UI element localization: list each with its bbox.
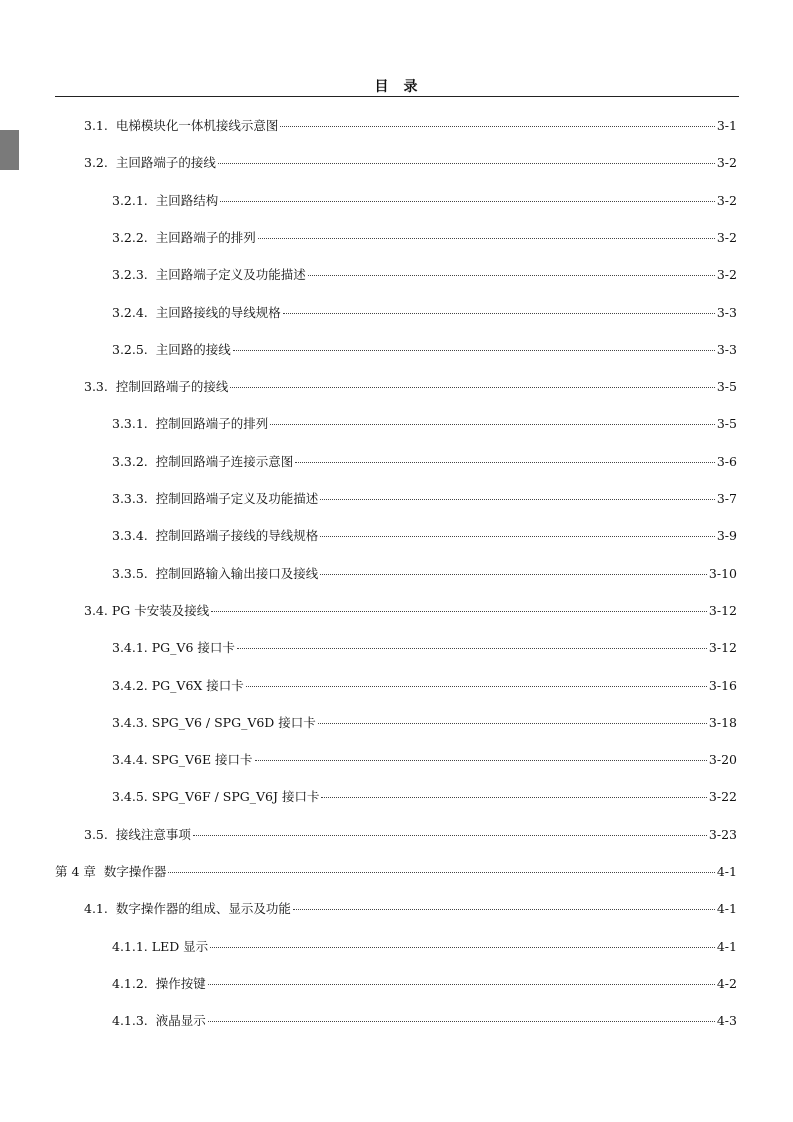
toc-entry-label	[112, 1013, 206, 1029]
toc-entry-label	[112, 267, 306, 283]
toc-entry-number: 3.2.3.	[112, 267, 148, 282]
toc-dot-leader	[280, 125, 715, 127]
toc-entry-label	[112, 789, 319, 805]
toc-entry-title: 数字操作器的组成、显示及功能	[115, 901, 291, 916]
toc-dot-leader	[230, 386, 715, 388]
toc-entry-title: 控制回路输入输出接口及接线	[155, 566, 319, 581]
toc-entry[interactable]	[112, 230, 737, 246]
toc-dot-leader	[320, 535, 715, 537]
toc-entry-number: 3.3.	[84, 379, 108, 394]
toc-page-number: 3-16	[708, 678, 737, 693]
toc-entry-label	[112, 939, 208, 955]
toc-entry-title: PG 卡安装及接线	[111, 603, 210, 618]
toc-entry-number: 4.1.1.	[112, 939, 148, 954]
toc-entry-label	[112, 528, 318, 544]
toc-entry-title: 主回路的接线	[155, 342, 231, 357]
toc-entry-title: SPG_V6F / SPG_V6J 接口卡	[151, 789, 320, 804]
toc-dot-leader	[308, 274, 715, 276]
toc-entry[interactable]	[84, 827, 737, 843]
toc-entry-label	[84, 379, 228, 395]
toc-entry-label	[112, 193, 218, 209]
toc-dot-leader	[193, 834, 707, 836]
toc-entry[interactable]	[112, 939, 737, 955]
toc-entry[interactable]	[112, 342, 737, 358]
toc-entry-title: 主回路端子的排列	[155, 230, 256, 245]
toc-entry-label	[112, 342, 231, 358]
toc-entry-title: PG_V6 接口卡	[151, 640, 235, 655]
toc-entry-label	[112, 678, 244, 694]
toc-page-number: 3-23	[708, 827, 737, 842]
toc-dot-leader	[208, 1020, 715, 1022]
toc-entry-title: 主回路端子的接线	[115, 155, 216, 170]
toc-dot-leader	[220, 200, 715, 202]
toc-entry-title: 接线注意事项	[115, 827, 191, 842]
toc-entry-label	[112, 416, 268, 432]
toc-entry[interactable]	[84, 603, 737, 619]
toc-entry-label	[84, 827, 191, 843]
toc-entry-number: 3.3.4.	[112, 528, 148, 543]
toc-page-number: 3-2	[716, 230, 737, 245]
toc-dot-leader	[218, 162, 715, 164]
toc-entry-label	[112, 230, 256, 246]
toc-entry-number: 4.1.3.	[112, 1013, 148, 1028]
toc-entry-number: 3.4.4.	[112, 752, 148, 767]
toc-entry-number: 3.2.2.	[112, 230, 148, 245]
toc-entry[interactable]	[112, 1013, 737, 1029]
toc-entry[interactable]	[84, 118, 737, 134]
toc-dot-leader	[320, 498, 715, 500]
page-title-part1: 目	[374, 79, 390, 95]
toc-page-number: 4-1	[716, 864, 737, 879]
toc-page-number: 3-1	[716, 118, 737, 133]
toc-entry[interactable]	[112, 193, 737, 209]
toc-entry-title: PG_V6X 接口卡	[151, 678, 244, 693]
toc-page-number: 3-7	[716, 491, 737, 506]
toc-entry-number: 3.4.3.	[112, 715, 148, 730]
toc-entry-title: 控制回路端子的排列	[155, 416, 269, 431]
toc-page-number: 3-12	[708, 603, 737, 618]
toc-entry-title: LED 显示	[151, 939, 209, 954]
toc-entry-title: 主回路接线的导线规格	[155, 305, 281, 320]
toc-entry-title: 液晶显示	[155, 1013, 206, 1028]
toc-entry-title: SPG_V6E 接口卡	[151, 752, 253, 767]
toc-entry-number: 4.1.	[84, 901, 108, 916]
toc-dot-leader	[295, 461, 715, 463]
toc-entry-number: 3.4.1.	[112, 640, 148, 655]
toc-entry-number: 3.2.5.	[112, 342, 148, 357]
toc-dot-leader	[233, 349, 715, 351]
toc-entry-number: 3.4.5.	[112, 789, 148, 804]
toc-dot-leader	[210, 946, 715, 948]
toc-page-number: 3-2	[716, 155, 737, 170]
toc-dot-leader	[318, 722, 707, 724]
toc-page-number: 3-2	[716, 267, 737, 282]
toc-entry[interactable]	[112, 305, 737, 321]
toc-page-number: 4-3	[716, 1013, 737, 1028]
toc-entry[interactable]	[112, 416, 737, 432]
toc-entry-number: 3.4.	[84, 603, 108, 618]
toc-entry-number: 3.4.2.	[112, 678, 148, 693]
toc-page-number: 3-9	[716, 528, 737, 543]
toc-entry-title: 数字操作器	[103, 864, 167, 879]
toc-entry-label	[84, 603, 209, 619]
toc-dot-leader	[320, 573, 707, 575]
toc-dot-leader	[283, 312, 715, 314]
toc-dot-leader	[255, 759, 707, 761]
toc-dot-leader	[293, 908, 715, 910]
toc-entry[interactable]	[55, 864, 737, 880]
toc-entry-number: 3.1.	[84, 118, 108, 133]
toc-entry-label	[112, 454, 293, 470]
toc-entry-number: 3.3.2.	[112, 454, 148, 469]
toc-page-number: 3-22	[708, 789, 737, 804]
toc-dot-leader	[211, 610, 707, 612]
toc-entry-number: 3.2.	[84, 155, 108, 170]
toc-entry-title: 电梯模块化一体机接线示意图	[115, 118, 279, 133]
toc-dot-leader	[168, 871, 714, 873]
toc-entry-number: 3.3.3.	[112, 491, 148, 506]
toc-entry-title: 控制回路端子连接示意图	[155, 454, 294, 469]
toc-entry[interactable]	[112, 715, 737, 731]
toc-entry[interactable]	[112, 752, 737, 768]
toc-dot-leader	[208, 983, 715, 985]
toc-page-number: 4-1	[716, 939, 737, 954]
toc-entry[interactable]	[112, 528, 737, 544]
toc-entry-label	[112, 976, 206, 992]
toc-entry-title: SPG_V6 / SPG_V6D 接口卡	[151, 715, 316, 730]
toc-page-number: 3-12	[708, 640, 737, 655]
toc-entry-label	[55, 864, 166, 880]
toc-page-number: 3-3	[716, 342, 737, 357]
toc-entry-number: 3.2.4.	[112, 305, 148, 320]
toc-entry-title: 主回路结构	[155, 193, 219, 208]
toc-entry-label	[112, 715, 316, 731]
toc-entry-title: 控制回路端子定义及功能描述	[155, 491, 319, 506]
toc-dot-leader	[321, 796, 706, 798]
toc-entry[interactable]	[112, 789, 737, 805]
toc-entry[interactable]	[112, 678, 737, 694]
toc-entry-label	[84, 118, 278, 134]
toc-entry-title: 控制回路端子的接线	[115, 379, 229, 394]
toc-page-number: 3-5	[716, 379, 737, 394]
toc-entry-title: 控制回路端子接线的导线规格	[155, 528, 319, 543]
toc-page-number: 3-3	[716, 305, 737, 320]
toc-page-number: 3-6	[716, 454, 737, 469]
toc-page-number: 3-5	[716, 416, 737, 431]
toc-entry-label	[84, 155, 216, 171]
toc-entry-number: 3.2.1.	[112, 193, 148, 208]
toc-entry-number: 4.1.2.	[112, 976, 148, 991]
toc-entry-label	[112, 305, 281, 321]
toc-page-number: 4-1	[716, 901, 737, 916]
toc-page-number: 3-18	[708, 715, 737, 730]
toc-dot-leader	[258, 237, 715, 239]
toc-entry[interactable]	[112, 640, 737, 656]
toc-entry[interactable]	[84, 901, 737, 917]
toc-entry-number: 3.3.5.	[112, 566, 148, 581]
toc-entry-number: 3.5.	[84, 827, 108, 842]
toc-entry-number: 3.3.1.	[112, 416, 148, 431]
toc-dot-leader	[270, 423, 715, 425]
toc-page-number: 3-20	[708, 752, 737, 767]
toc-entry-label	[112, 566, 318, 582]
toc-entry[interactable]	[112, 566, 737, 582]
toc-entry[interactable]	[112, 267, 737, 283]
toc-dot-leader	[246, 685, 707, 687]
toc-entry-title: 操作按键	[155, 976, 206, 991]
toc-entry-label	[112, 491, 318, 507]
toc-page-number: 3-2	[716, 193, 737, 208]
toc-entry[interactable]	[112, 976, 737, 992]
page-title-part2: 录	[403, 79, 419, 95]
toc-entry-label	[84, 901, 291, 917]
toc-entry-number: 第 4 章	[55, 864, 96, 879]
toc-entry[interactable]	[112, 454, 737, 470]
toc-entry[interactable]	[84, 379, 737, 395]
toc-entry[interactable]	[84, 155, 737, 171]
toc-entry-label	[112, 752, 253, 768]
toc-entry-label	[112, 640, 235, 656]
toc-entry-title: 主回路端子定义及功能描述	[155, 267, 306, 282]
toc-page-number: 4-2	[716, 976, 737, 991]
toc-page-number: 3-10	[708, 566, 737, 581]
toc-entry[interactable]	[112, 491, 737, 507]
toc-dot-leader	[237, 647, 707, 649]
